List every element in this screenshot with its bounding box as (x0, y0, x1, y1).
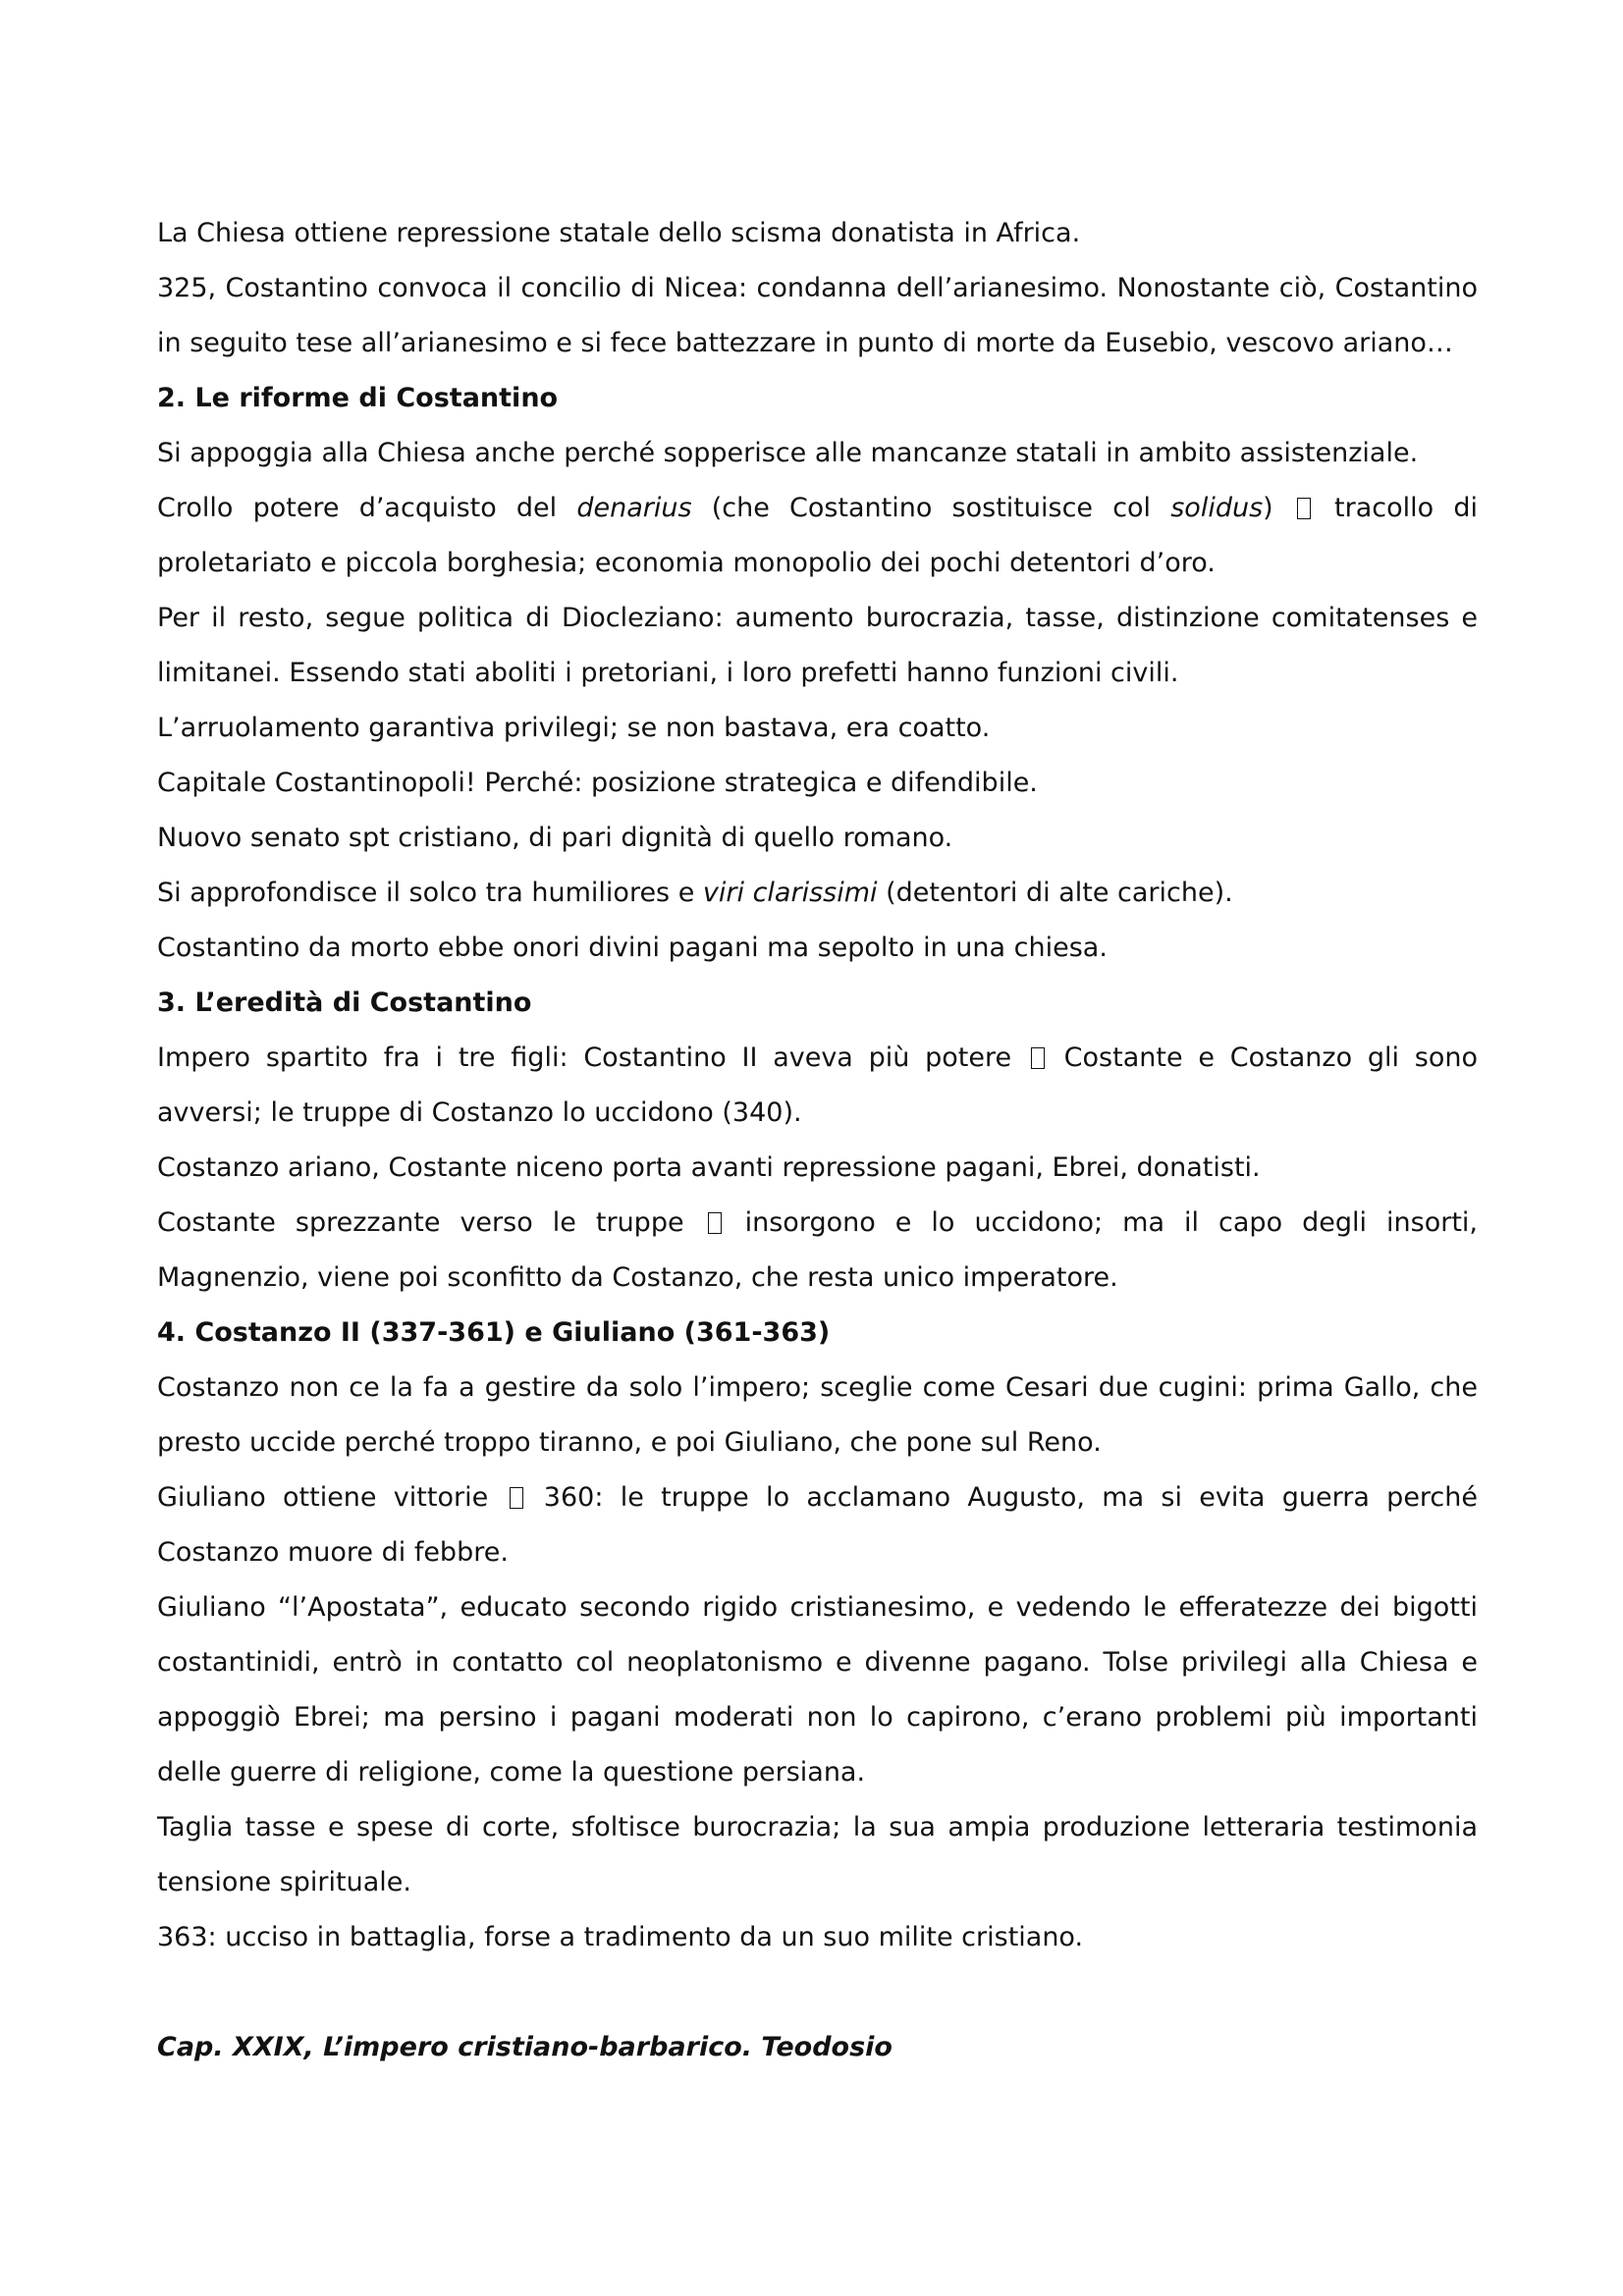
paragraph: L’arruolamento garantiva privilegi; se non bastava, era coatto. (157, 713, 991, 743)
arrow-glyph-icon (708, 1212, 722, 1234)
paragraph: Nuovo senato spt cristiano, di pari dignità di quello romano. (157, 823, 953, 853)
document-page (157, 206, 1478, 2075)
section-heading: 2. Le riforme di Costantino (157, 383, 559, 413)
arrow-glyph-icon (1297, 498, 1311, 519)
section-heading: 4. Costanzo II (337-361) e Giuliano (361-363) (157, 1317, 831, 1348)
paragraph: Giuliano ottiene vittorie 360: le truppe lo acclamano Augusto, ma si evita guerra perché Costanzo muore di febbre. (157, 1482, 1479, 1568)
paragraph: Costante sprezzante verso le truppe insorgono e lo uccidono; ma il capo degli insorti, Magnenzio, viene poi sconfitto da Costanzo, che resta unico imperatore. (157, 1207, 1478, 1293)
italic-term: viri clarissimi (702, 878, 878, 908)
paragraph: 325, Costantino convoca il concilio di Nicea: condanna dell’arianesimo. Nonostante ciò, Costantino in seguito tese all’arianesimo e si fece battezzare in punto di morte da Eusebio, vescovo ariano… (157, 273, 1478, 358)
paragraph: Crollo potere d’acquisto del denarius (che Costantino sostituisce col solidus) tracollo di proletariato e piccola borghesia; economia monopolio dei pochi detentori d’oro. (157, 493, 1478, 578)
section-heading: 3. L’eredità di Costantino (157, 988, 532, 1018)
paragraph: La Chiesa ottiene repressione statale dello scisma donatista in Africa. (157, 218, 1081, 248)
paragraph: Si appoggia alla Chiesa anche perché sopperisce alle mancanze statali in ambito assistenziale. (157, 438, 1419, 468)
paragraph: Capitale Costantinopoli! Perché: posizione strategica e difendibile. (157, 768, 1038, 798)
paragraph: Costantino da morto ebbe onori divini pagani ma sepolto in una chiesa. (157, 933, 1108, 963)
arrow-glyph-icon (510, 1487, 523, 1509)
paragraph: Taglia tasse e spese di corte, sfoltisce burocrazia; la sua ampia produzione letteraria testimonia tensione spirituale. (157, 1812, 1478, 1897)
paragraph: Impero spartito fra i tre figli: Costantino II aveva più potere Costante e Costanzo gli sono avversi; le truppe di Costanzo lo uccidono (340). (157, 1042, 1478, 1128)
paragraph: Giuliano “l’Apostata”, educato secondo rigido cristianesimo, e vedendo le efferatezze dei bigotti costantinidi, entrò in contatto col neoplatonismo e divenne pagano. Tolse privilegi alla Chiesa e appoggiò Ebrei; ma persino i pagani moderati non lo capirono, c’erano problemi più importanti delle guerre di religione, come la questione persiana. (157, 1592, 1478, 1788)
arrow-glyph-icon (1031, 1047, 1045, 1069)
italic-term: denarius (576, 493, 692, 523)
italic-term: solidus (1170, 493, 1264, 523)
paragraph: 363: ucciso in battaglia, forse a tradimento da un suo milite cristiano. (157, 1922, 1084, 1952)
paragraph: Costanzo non ce la fa a gestire da solo l’impero; sceglie come Cesari due cugini: prima Gallo, che presto uccide perché troppo tiranno, e poi Giuliano, che pone sul Reno. (157, 1372, 1478, 1458)
paragraph: Per il resto, segue politica di Diocleziano: aumento burocrazia, tasse, distinzione comitatenses e limitanei. Essendo stati aboliti i pretoriani, i loro prefetti hanno funzioni civili. (157, 603, 1478, 688)
paragraph: Si approfondisce il solco tra humiliores e viri clarissimi (detentori di alte cariche). (157, 878, 1233, 908)
chapter-title: Cap. XXIX, L’impero cristiano-barbarico. Teodosio (157, 2032, 893, 2062)
paragraph: Costanzo ariano, Costante niceno porta avanti repressione pagani, Ebrei, donatisti. (157, 1152, 1261, 1183)
